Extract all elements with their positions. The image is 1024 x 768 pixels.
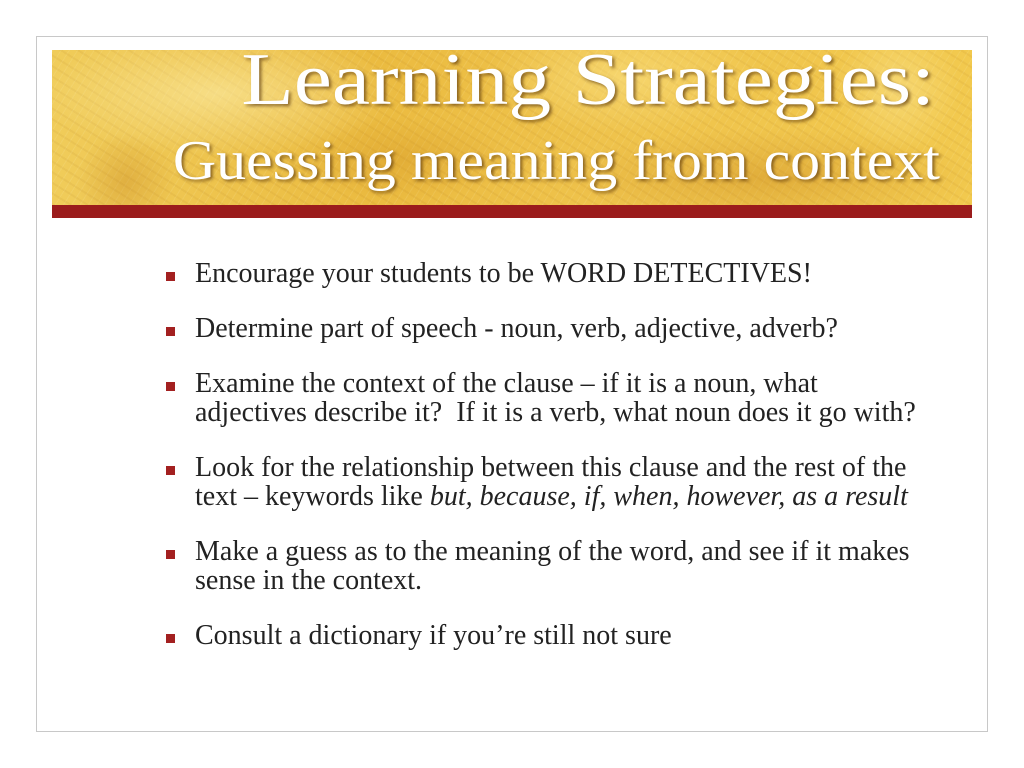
square-bullet-icon <box>166 466 175 475</box>
bullet-item <box>195 369 916 427</box>
square-bullet-icon <box>166 272 175 281</box>
bullet-text: Determine part of speech - noun, verb, adjective, adverb? <box>195 313 838 344</box>
bullet-text: text – keywords like <box>195 481 430 512</box>
bullet-text: sense in the context. <box>195 565 423 596</box>
header-divider-bar <box>52 205 972 218</box>
slide-subtitle: Guessing meaning from context <box>172 130 940 192</box>
bullet-text: Look for the relationship between this clause and the rest of the <box>195 452 907 483</box>
square-bullet-icon <box>166 634 175 643</box>
bullet-list <box>195 259 916 676</box>
bullet-text-line <box>195 482 916 511</box>
slide-title: Learning Strategies: <box>241 39 935 121</box>
bullet-text: Encourage your students to be WORD DETECTIVES! <box>195 258 812 289</box>
bullet-item <box>195 621 916 650</box>
square-bullet-icon <box>166 550 175 559</box>
bullet-item <box>195 314 916 343</box>
header-banner <box>52 39 972 205</box>
bullet-italic-keywords: but, because, if, when, however, as a result <box>429 481 908 512</box>
bullet-text: Consult a dictionary if you’re still not sure <box>195 620 672 651</box>
bullet-text: Examine the context of the clause – if it is a noun, what <box>195 368 818 399</box>
bullet-item <box>195 537 916 595</box>
square-bullet-icon <box>166 327 175 336</box>
slide-frame <box>36 36 988 732</box>
bullet-text: adjectives describe it? If it is a verb, what noun does it go with? <box>195 397 916 428</box>
square-bullet-icon <box>166 382 175 391</box>
bullet-item <box>195 259 916 288</box>
bullet-item <box>195 453 916 511</box>
bullet-text: Make a guess as to the meaning of the word, and see if it makes <box>195 536 910 567</box>
